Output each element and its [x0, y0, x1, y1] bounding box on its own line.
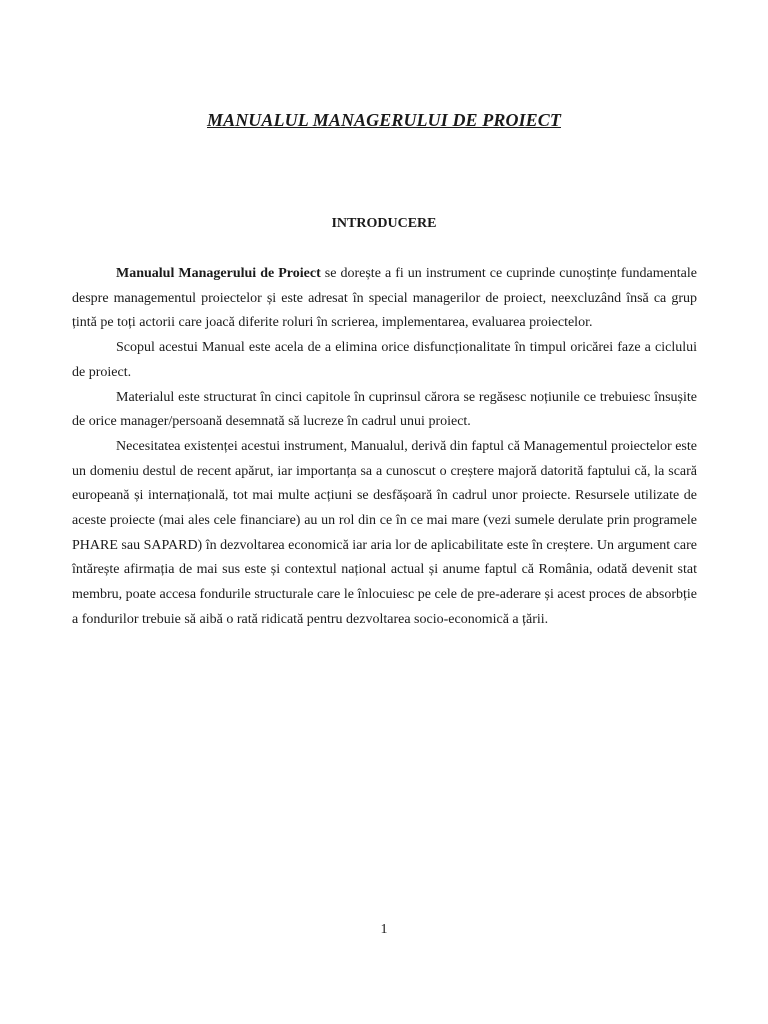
paragraph-4 [72, 435, 697, 633]
page-number: 1 [380, 922, 388, 937]
paragraph-2-text: Scopul acestui Manual este acela de a elimina orice disfuncționalitate în timpul oricărei faze a ciclului de proiect. [72, 340, 697, 380]
paragraph-4-text: Necesitatea existenței acestui instrument, Manualul, derivă din faptul că Managementul proiectelor este un domeniu destul de recent apărut, iar importanța sa a cunoscut o creștere majoră datorită faptului că, la scară europeană și internațională, tot mai multe acțiuni se desfășoară în cadrul unor proiecte. Resursele utilizate de aceste proiecte (mai ales cele financiare) au un rol din ce în ce mai mare (vezi sumele derulate prin programele PHARE sau SAPARD) în dezvoltarea economică iar aria lor de aplicabilitate este în creștere. Un argument care întărește afirmația de mai sus este și contextul național actual și anume faptul că România, odată devenit stat membru, poate accesa fondurile structurale care le înlocuiesc pe cele de pre-aderare și acest proces de absorbție a fondurilor trebuie să aibă o rată ridicată pentru dezvoltarea socio-economică a țării. [72, 438, 697, 627]
document-title: MANUALUL MANAGERULUI DE PROIECT [207, 110, 561, 130]
paragraph-1-text: se dorește a fi un instrument ce cuprinde cunoștințe fundamentale despre managementul proiectelor și este adresat în special managerilor de proiect, neexcluzând însă ca grup țintă pe toți actorii care joacă diferite roluri în scrierea, implementarea, evaluarea proiectelor. [72, 266, 697, 331]
paragraph-1 [72, 262, 697, 336]
paragraph-3-text: Materialul este structurat în cinci capitole în cuprinsul cărora se regăsesc noțiunile ce trebuiesc însușite de orice manager/persoană desemnată să lucreze în cadrul unui proiect. [72, 389, 697, 430]
body-text [72, 262, 697, 633]
paragraph-2 [72, 336, 697, 385]
paragraph-3 [72, 386, 697, 435]
paragraph-1-lead: Manualul Managerului de Proiect [116, 266, 321, 281]
section-heading: INTRODUCERE [331, 216, 437, 231]
